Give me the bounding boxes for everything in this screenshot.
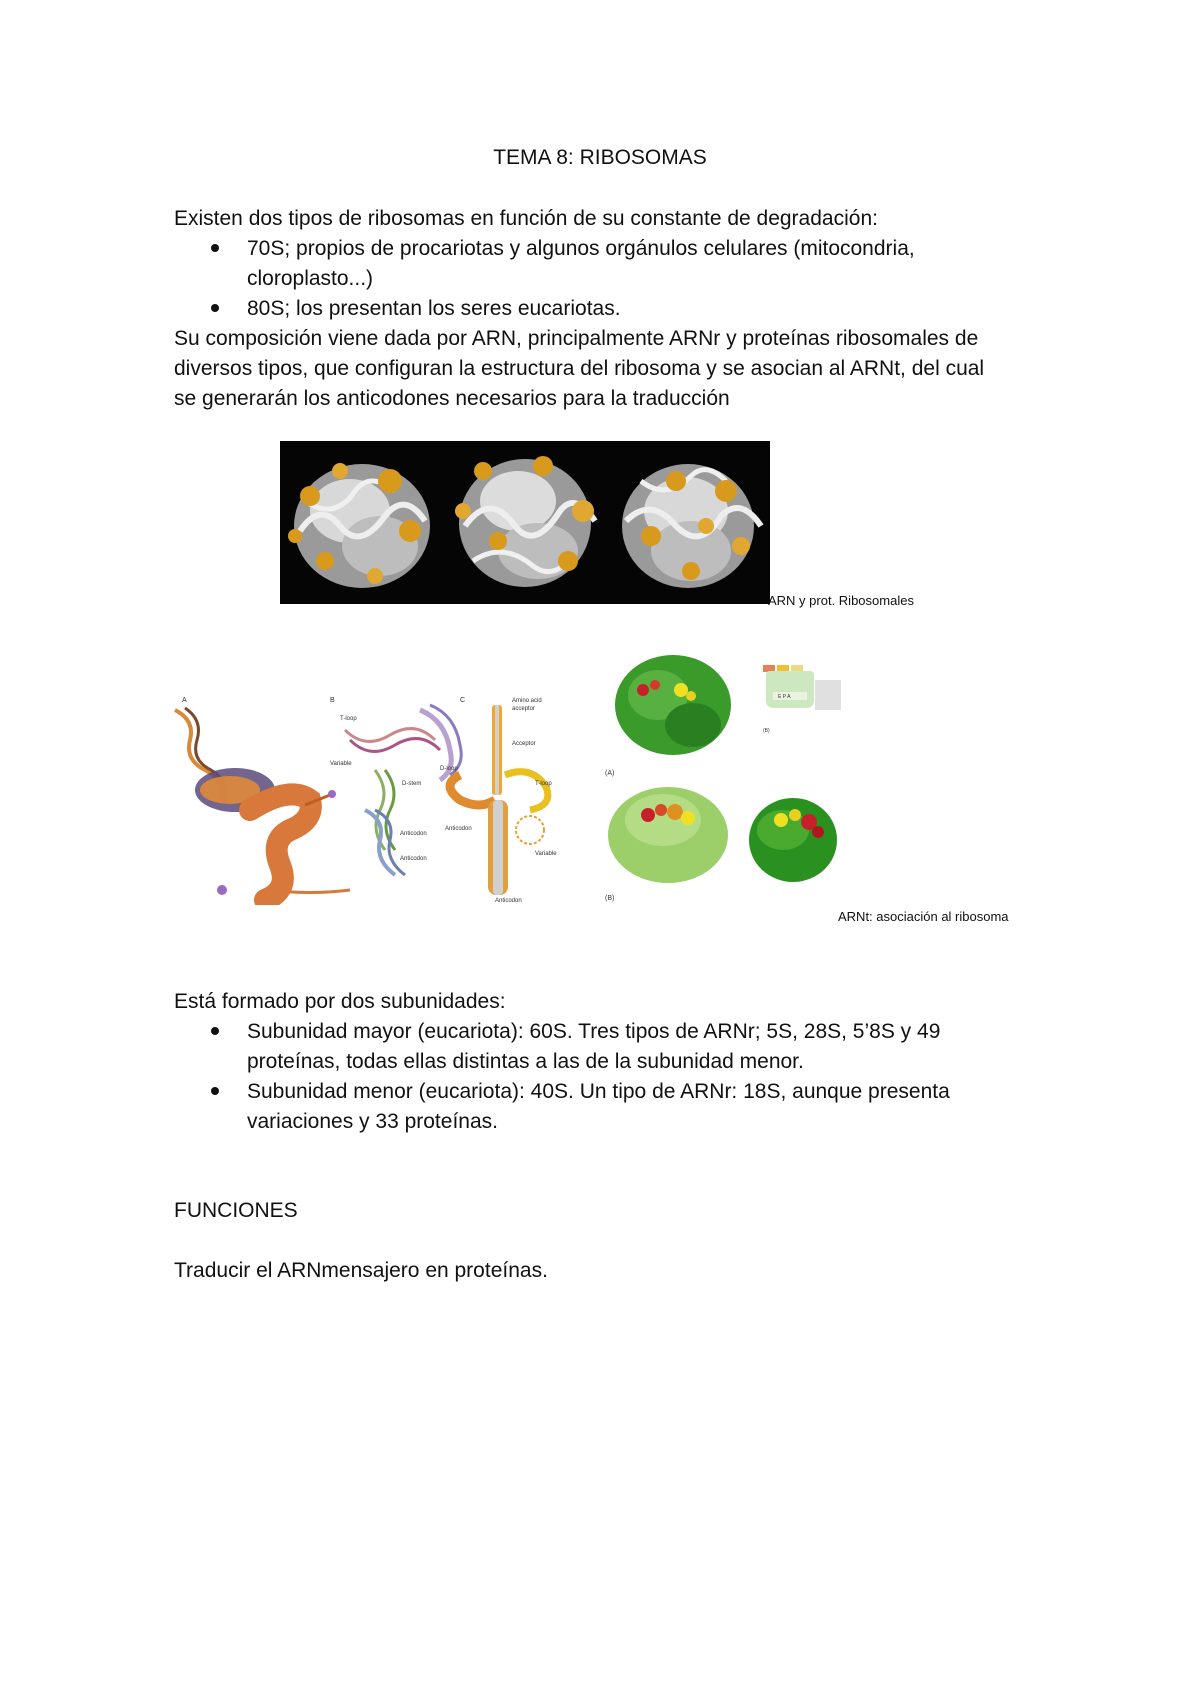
svg-text:D-stem: D-stem [402,781,422,787]
composition-line1: Su composición viene dada por ARN, principalmente ARNr y proteínas ribosomales de [174,327,979,350]
svg-text:(A): (A) [605,770,615,777]
svg-text:(B): (B) [763,728,770,734]
page-title: TEMA 8: RIBOSOMAS [493,146,707,169]
bullet-70s-line1: 70S; propios de procariotas y algunos orgánulos celulares (mitocondria, [247,237,915,260]
subunit-major-line2: proteínas, todas ellas distintas a las de la subunidad menor. [247,1050,804,1073]
svg-text:Anticodon: Anticodon [400,831,427,837]
trna-structure-diagram [170,690,590,905]
subunit-minor-line2: variaciones y 33 proteínas. [247,1110,498,1133]
subunit-major-line1: Subunidad mayor (eucariota): 60S. Tres tipos de ARNr; 5S, 28S, 5’8S y 49 [247,1020,941,1043]
subunits-lead: Está formado por dos subunidades: [174,990,506,1013]
bullet-icon [211,304,219,312]
svg-text:(B): (B) [605,895,615,902]
bullet-icon [211,1087,219,1095]
funciones-text: Traducir el ARNmensajero en proteínas. [174,1259,548,1282]
svg-text:Acceptor: Acceptor [512,741,536,747]
composition-line2: diversos tipos, que configuran la estructura del ribosoma y se asocian al ARNt, del cual [174,357,985,380]
intro-lead: Existen dos tipos de ribosomas en función de su constante de degradación: [174,207,878,230]
bullet-icon [211,244,219,252]
svg-text:A: A [182,697,187,704]
svg-text:Anticodon: Anticodon [400,856,427,862]
svg-text:D-loop: D-loop [440,766,458,772]
figure2-caption: ARNt: asociación al ribosoma [838,909,1009,924]
svg-text:Amino acid: Amino acid [512,698,542,704]
ribosome-structures-image [280,441,770,604]
svg-text:T-loop: T-loop [535,781,552,787]
trna-ribosome-association-image [603,650,863,905]
funciones-heading: FUNCIONES [174,1199,298,1222]
bullet-70s-line2: cloroplasto...) [247,267,374,290]
svg-text:Anticodon: Anticodon [495,898,522,904]
svg-text:B: B [330,697,335,704]
svg-text:C: C [460,697,466,704]
subunit-minor-line1: Subunidad menor (eucariota): 40S. Un tipo de ARNr: 18S, aunque presenta [247,1080,950,1103]
svg-text:Variable: Variable [535,851,557,857]
figure1-caption: ARN y prot. Ribosomales [768,593,914,608]
bullet-80s: 80S; los presentan los seres eucariotas. [247,297,621,320]
svg-text:Anticodon: Anticodon [445,826,472,832]
composition-line3: se generarán los anticodones necesarios para la traducción [174,387,730,410]
bullet-icon [211,1027,219,1035]
svg-text:T-loop: T-loop [340,716,357,722]
svg-text:Variable: Variable [330,761,352,767]
svg-text:E P A: E P A [778,694,791,700]
svg-text:acceptor: acceptor [512,706,536,712]
